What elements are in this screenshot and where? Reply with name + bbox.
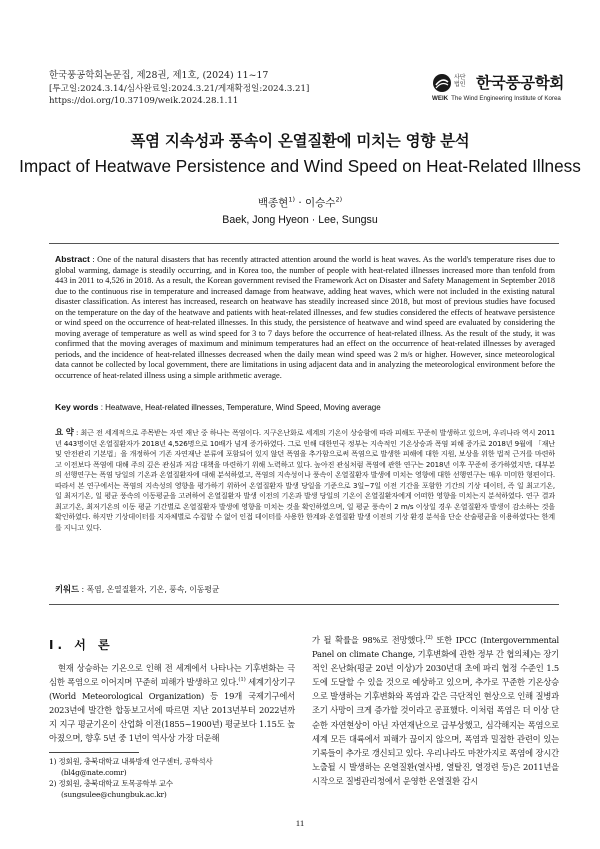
- weik-logo: [432, 71, 572, 105]
- page-number: 11: [295, 818, 305, 828]
- logo-english-name: WEIK The Wind Engineering Institute of Korea: [432, 95, 561, 102]
- weik-emblem-icon: [432, 73, 452, 93]
- footnote-1-email[interactable]: (bl4g@nate.comr): [61, 767, 127, 777]
- authors-korean: 백종현$^{1)}$ · 이승수$^{2)}$: [257, 195, 343, 209]
- paper-title-korean: 폭염 지속성과 풍속이 온열질환에 미치는 영향 분석: [130, 132, 470, 150]
- abstract-english: [55, 254, 555, 382]
- body-column-left: 현재 상승하는 기온으로 인해 전 세계에서 나타나는 기후변화는 극심한 폭염으로 이어지며 꾸준히 피해가 발생하고 있다.$^{(1)}$ 세계기상기구(World Meteorological Organization) 등 19개 국제기구에서 2023년에 발간한 합동보고서에 따르면 지난 2013년부터 2022년까지 지구 평균기온이 산업화 이전(1855~1900년) 평균보다 1.15도 높아졌으며, 향후 5년 중 1년이 역사상 가장 더운해: [49, 663, 295, 744]
- footnote-1: 1) 정회원, 충북대학교 내륙방재 연구센터, 공학석사: [49, 757, 213, 766]
- footnotes: [49, 757, 299, 801]
- yoyak-text: : 최근 전 세계적으로 주목받는 자연 재난 중 하나는 폭염이다. 지구온난화로 세계의 기온이 상승함에 따라 피해도 꾸준히 발생하고 있으며, 우리나라 역시 2011년 443명이던 온열질환자가 2018년 4,526명으로 10배가 넘게 증가하였다. 그로 인해 대한민국 정부는 지속적인 기온상승과 폭염 피해 증가로 2018년 9월에 「재난 및 안전관리 기본법」을 개정하여 기존 자연재난 분류에 포함되어 있지 않던 폭염을 추가함으로써 폭염으로 발생한 피해에 대한 지원, 보상을 위한 법적 근거를 마련하고 이전보다 폭염에 대해 주의 깊은 관심과 저감 대책을 마련하기 위해 노력하고 있다. 높아진 관심처럼 폭염에 관한 연구는 2018년 이후 꾸준히 증가하였지만, 대부분의 선행연구는 폭염 당일의 기온과 온열질환자에 대해 분석하였고, 폭염의 지속성이나 풍속이 온열질환자 발생에 미치는 영향에 대한 선행연구는 매우 미미한 형편이다. 따라서 본 연구에서는 폭염의 지속성의 영향을 평가하기 위하여 온열질환자 발생 당일을 기준으로 3일~7일 이전 기간을 포함한 기간의 기상 데이터, 즉 일 최고기온, 일 최저기온, 일 평균 풍속의 이동평균을 고려하여 온열질환자 발생 이전의 기온과 발생 당일의 기온이 온열질환자에게 어떠한 영향을 미치는지 분석하였다. 연구 결과 최고기온, 최저기온의 이동 평균 기간별로 온열질환자 발생에 영향을 미치는 것을 확인하였으며, 일 평균 풍속이 2 m/s 이상일 경우 온열질환자 발생이 감소하는 것을 확인하였다. 하지만 기상데이터를 지자체별로 수집할 수 없어 인접 데이터를 사용한 한계와 온열질환 발생 이전의 기상 환경 분석을 단순 산술평균을 이용하였다는 한계를 지니고 있다.: [55, 428, 555, 532]
- journal-header: [49, 70, 309, 108]
- submission-dates: [투고일:2024.3.14/심사완료일:2024.3.21/게재확정일:2024.3.21]: [49, 83, 310, 94]
- logo-small-text: 사단 법인: [454, 74, 466, 88]
- keywords-english: Key words : Heatwave, Heat-related illnesses, Temperature, Wind Speed, Moving average: [55, 402, 381, 412]
- paper-title-english: Impact of Heatwave Persistence and Wind Speed on Heat-Related Illness: [19, 156, 581, 176]
- doi-link[interactable]: https://doi.org/10.37109/weik.2024.28.1.11: [49, 96, 239, 107]
- abstract-korean: [55, 427, 555, 533]
- logo-society-name: 한국풍공학회: [476, 74, 565, 92]
- authors-english: Baek, Jong Hyeon · Lee, Sungsu: [222, 214, 378, 226]
- body-column-right: 가 될 확률을 98%로 전망했다.$^{(2)}$ 또한 IPCC (Intergovernmental Panel on climate Change, 기후변화에 관한 정부 간 협의체)는 장기적인 온난화(평균 20년 이상)가 2030년대 초에 파리 협정 수준인 1.5도에 도달할 수 있을 것으로 예상하고 있으며, 추가로 꾸준한 기온상승으로 발생하는 기후변화와 폭염과 같은 극단적인 현상으로 인해 질병과 조기 사망이 크게 증가할 것이라고 공표했다. 이처럼 폭염은 더 이상 단순한 자연현상이 아닌 자연재난으로 급부상했고, 심각해지는 폭염으로 세계 모든 대륙에서 피해가 끊이지 않으며, 폭염과 밀접한 관련이 있는 기록들이 추가로 갱신되고 있다. 우리나라도 마찬가지로 폭염에 장시간 노출될 시 발생하는 온열질환(열사병, 열탈진, 열경련 등)은 2011년을 시작으로 질병관리청에서 운영한 온열질환 감시: [312, 635, 559, 786]
- section-heading-introduction: I. 서 론: [49, 638, 114, 652]
- footnote-2-email[interactable]: (sungsulee@chungbuk.ac.kr): [61, 789, 167, 799]
- abstract-label: Abstract: [55, 254, 90, 264]
- divider-bottom: [49, 604, 559, 605]
- abstract-text: : One of the natural disasters that has recently attracted attention around the world is heat waves. As the world's temperature rises due to global warming, damage is steadily occurring, and in Korea too, the number of people with heat-related illnesses increased more than tenfold from 443 in 2011 to 4,526 in 2018. As a result, the Korean government revised the Framework Act on Disaster and Safety Management in September 2018 due to the continuous rise in temperature and increased damage from heatwave, adding heat waves, which were not included in the existing natural disaster classification. As interest has increased, research on heatwave has steadily increased since 2018, but most of previous studies have focused on the temperature on the day of the heatwave and patients with heat-related illnesses, and few studies considered the effects of heatwave persistence or wind speed on the occurrence of heat-related illnesses. In this study, the persistence of heatwave and wind speed are evaluated by considering the moving average of temperature as well as wind speed for 3 to 7 days before the occurrence of heat-related illness. As the result of the study, it was confirmed that the moving averages of maximum and minimum temperatures had an effect on the occurrence of heat-related illnesses by averaged periods, and the incidence of heat-related illnesses decreased when the daily mean wind speed was 2 m/s or higher. However, since meteorological data cannot be collected by local government, there are limitations in using adjacent data and in analyzing the meteorological environment before the occurrence of heat-related illness using a simple arithmetic average.: [55, 255, 555, 381]
- keywords-korean: 키워드 : 폭염, 온열질환자, 기온, 풍속, 이동평균: [55, 584, 220, 594]
- footnote-2: 2) 정회원, 충북대학교 토목공학부 교수: [49, 778, 173, 788]
- yoyak-label: 요 약: [55, 427, 74, 437]
- footnote-divider: [49, 752, 139, 753]
- divider-top: [49, 243, 559, 244]
- journal-citation: 한국풍공학회논문집, 제28권, 제1호, (2024) 11~17: [49, 70, 269, 81]
